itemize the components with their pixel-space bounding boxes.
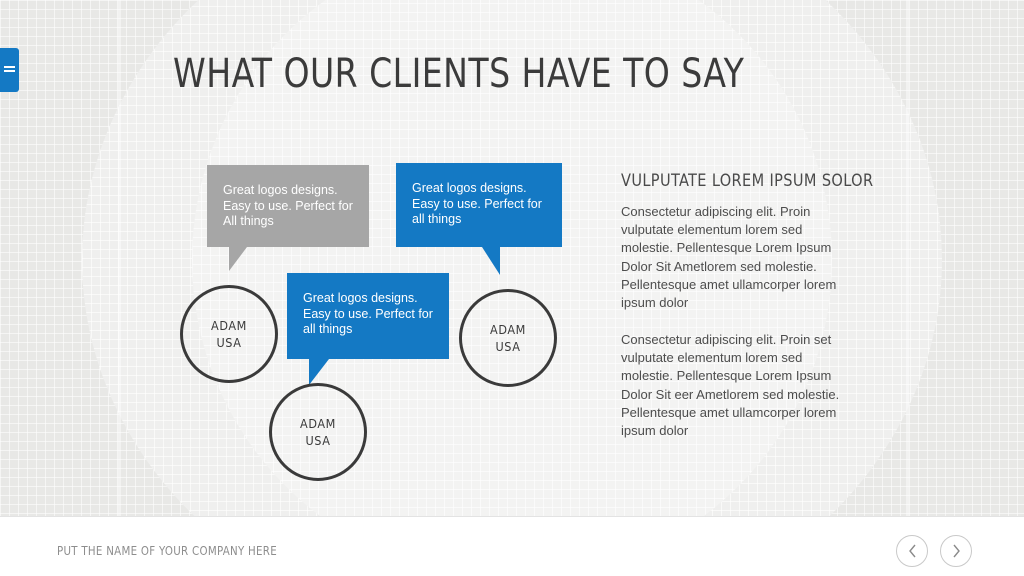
previous-slide-button[interactable] xyxy=(896,535,928,567)
avatar-name: ADAM xyxy=(300,416,336,431)
testimonial-bubble-2 xyxy=(396,163,562,247)
side-paragraph-1: Consectetur adipiscing elit. Proin vulputate elementum lorem sed molestie. Pellentesque Lorem Ipsum Dolor Sit Ametlorem sed molestie. Pellentesque amet ullamcorper lorem ipsum dolor xyxy=(621,204,837,311)
testimonial-bubble-1 xyxy=(207,165,369,247)
avatar xyxy=(459,289,557,387)
company-name-placeholder: PUT THE NAME OF YOUR COMPANY HERE xyxy=(57,544,277,558)
avatar-location: USA xyxy=(305,433,331,448)
avatar-name: ADAM xyxy=(490,322,526,337)
background-stripe-left xyxy=(118,0,121,516)
next-slide-button[interactable] xyxy=(940,535,972,567)
bubble-tail-2 xyxy=(482,247,500,275)
testimonial-text-1: Great logos designs. Easy to use. Perfect for All things xyxy=(223,183,353,228)
bubble-tail-1 xyxy=(229,247,247,271)
side-paragraph-2: Consectetur adipiscing elit. Proin set vulputate elementum lorem sed molestie. Pellentesque Lorem Ipsum Dolor Sit eer Ametlorem sed molestie. Pellentesque amet ullamcorper lorem ipsum dolor xyxy=(621,332,840,439)
bubble-tail-3 xyxy=(309,359,329,385)
avatar-location: USA xyxy=(495,339,521,354)
background-stripe-right xyxy=(906,0,909,516)
side-heading: VULPUTATE LOREM IPSUM SOLOR xyxy=(621,171,874,191)
chevron-left-icon xyxy=(908,544,917,558)
chevron-right-icon xyxy=(952,544,961,558)
testimonial-text-3: Great logos designs. Easy to use. Perfect for all things xyxy=(303,291,433,336)
avatar-location: USA xyxy=(216,335,242,350)
menu-button[interactable] xyxy=(0,48,19,92)
testimonial-text-2: Great logos designs. Easy to use. Perfect for all things xyxy=(412,181,542,226)
hamburger-icon xyxy=(4,66,15,74)
avatar-name: ADAM xyxy=(211,318,247,333)
avatar xyxy=(180,285,278,383)
testimonial-bubble-3 xyxy=(287,273,449,359)
avatar xyxy=(269,383,367,481)
page-title: WHAT OUR CLIENTS HAVE TO SAY xyxy=(173,51,745,97)
